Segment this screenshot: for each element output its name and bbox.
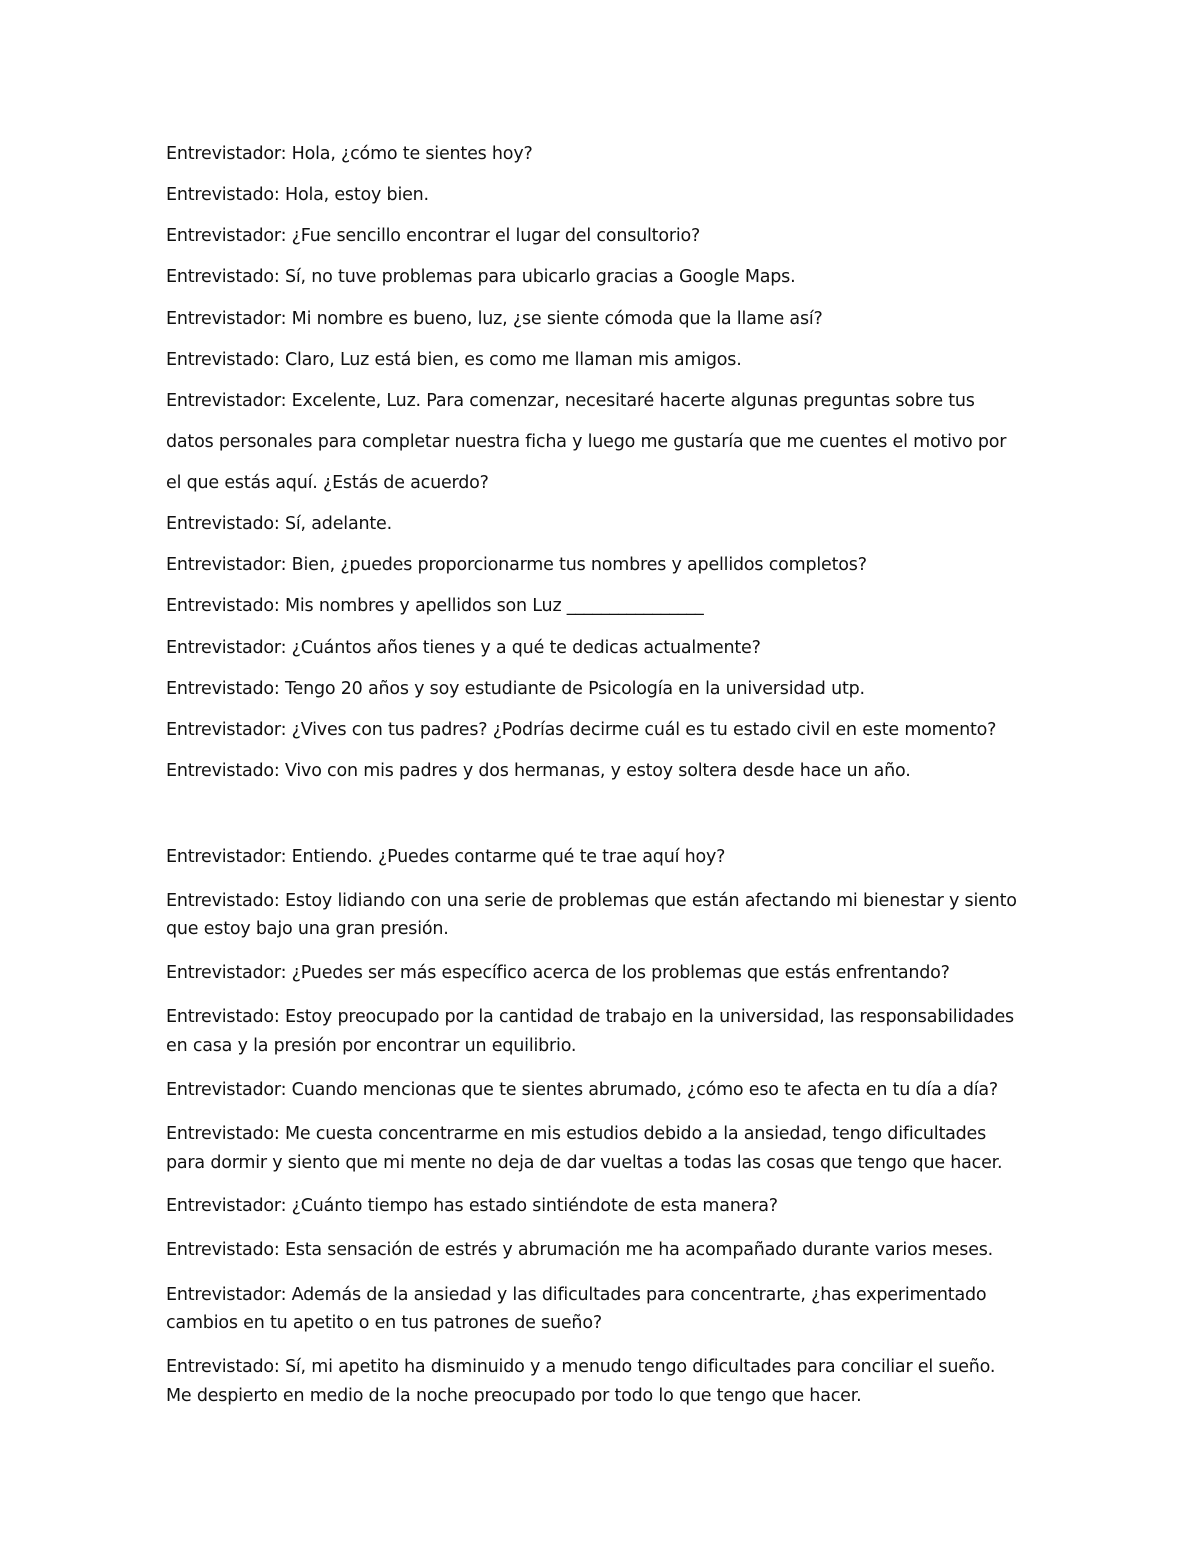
text-line: Entrevistado: Me cuesta concentrarme en mis estudios debido a la ansiedad, tengo dificultades: [166, 1124, 987, 1144]
text-line: Entrevistado: Sí, no tuve problemas para ubicarlo gracias a Google Maps.: [166, 267, 796, 287]
text-line: Entrevistador: ¿Puedes ser más específico acerca de los problemas que estás enfrentando?: [166, 963, 950, 983]
text-line: Entrevistador: Excelente, Luz. Para comenzar, necesitaré hacerte algunas preguntas sobre tus: [166, 391, 975, 411]
text-line: Entrevistador: Mi nombre es bueno, luz, ¿se siente cómoda que la llame así?: [166, 309, 823, 329]
text-line: Entrevistado: Hola, estoy bien.: [166, 185, 429, 205]
text-line: Entrevistado: Tengo 20 años y soy estudiante de Psicología en la universidad utp.: [166, 679, 865, 699]
text-line: para dormir y siento que mi mente no deja de dar vueltas a todas las cosas que tengo que hacer.: [166, 1153, 1003, 1173]
text-line: Entrevistador: ¿Cuántos años tienes y a qué te dedicas actualmente?: [166, 638, 761, 658]
text-line: Entrevistado: Sí, mi apetito ha disminuido y a menudo tengo dificultades para conciliar el sueño.: [166, 1357, 996, 1377]
text-line: Entrevistado: Estoy lidiando con una serie de problemas que están afectando mi bienestar y siento: [166, 891, 1017, 911]
text-line: Entrevistado: Vivo con mis padres y dos hermanas, y estoy soltera desde hace un año.: [166, 761, 911, 781]
text-line: Entrevistador: ¿Cuánto tiempo has estado sintiéndote de esta manera?: [166, 1196, 778, 1216]
text-line: que estoy bajo una gran presión.: [166, 919, 449, 939]
text-line: Entrevistado: Mis nombres y apellidos son Luz ________________: [166, 596, 704, 616]
text-line: Entrevistado: Sí, adelante.: [166, 514, 392, 534]
text-line: cambios en tu apetito o en tus patrones de sueño?: [166, 1313, 602, 1333]
text-line: Entrevistador: Además de la ansiedad y las dificultades para concentrarte, ¿has experimentado: [166, 1285, 987, 1305]
text-line: Entrevistado: Estoy preocupado por la cantidad de trabajo en la universidad, las responsabilidades: [166, 1007, 1014, 1027]
text-line: el que estás aquí. ¿Estás de acuerdo?: [166, 473, 489, 493]
text-line: Entrevistador: ¿Fue sencillo encontrar el lugar del consultorio?: [166, 226, 701, 246]
text-line: Entrevistador: Cuando mencionas que te sientes abrumado, ¿cómo eso te afecta en tu día a día?: [166, 1080, 999, 1100]
text-line: Entrevistado: Claro, Luz está bien, es como me llaman mis amigos.: [166, 350, 742, 370]
text-line: Entrevistador: Entiendo. ¿Puedes contarme qué te trae aquí hoy?: [166, 847, 726, 867]
text-line: Entrevistado: Esta sensación de estrés y abrumación me ha acompañado durante varios meses.: [166, 1240, 994, 1260]
text-line: en casa y la presión por encontrar un equilibrio.: [166, 1036, 577, 1056]
text-line: datos personales para completar nuestra ficha y luego me gustaría que me cuentes el motivo por: [166, 432, 1007, 452]
text-line: Entrevistador: Hola, ¿cómo te sientes hoy?: [166, 144, 533, 164]
text-line: Entrevistador: ¿Vives con tus padres? ¿Podrías decirme cuál es tu estado civil en este momento?: [166, 720, 997, 740]
text-line: Entrevistador: Bien, ¿puedes proporcionarme tus nombres y apellidos completos?: [166, 555, 867, 575]
text-line: Me despierto en medio de la noche preocupado por todo lo que tengo que hacer.: [166, 1386, 862, 1406]
